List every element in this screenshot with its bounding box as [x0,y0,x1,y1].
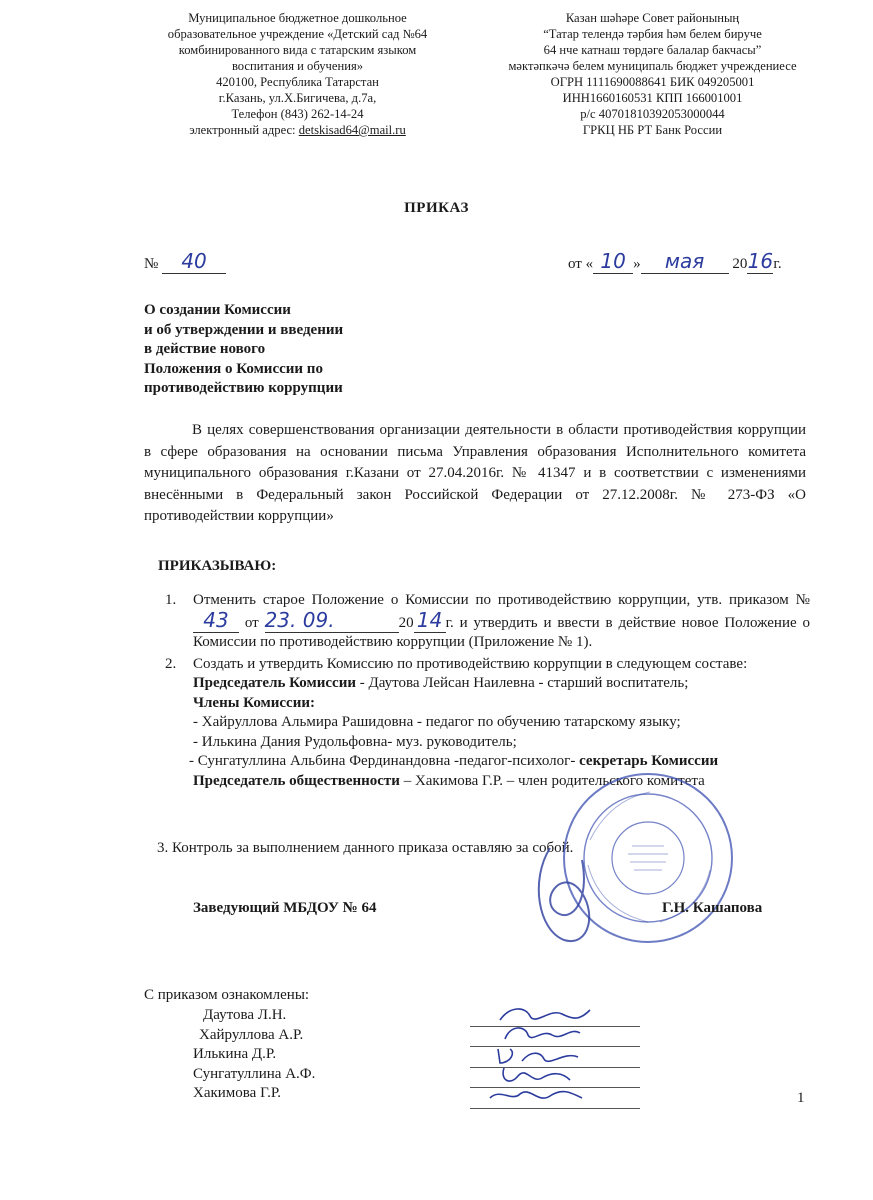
director-signature [520,840,610,950]
old-year-field [414,607,446,633]
public-chair-text: – Хакимова Г.Р. – член родительского комитета [399,772,705,789]
signature-position: Заведующий МБДОУ № 64 [193,900,377,916]
header-right-line: ОГРН 1111690088641 БИК 049205001 [550,75,755,89]
header-left-line: г.Казань, ул.Х.Бигичева, д.7а, [218,91,377,105]
day-field [593,249,633,274]
subject-line: Положения о Комиссии по [144,360,323,377]
item-1-part: 20 [398,614,414,631]
subject-line: и об утверждении и введении [144,321,344,338]
item-number: 2. [165,655,177,672]
header-right-line: “Татар телендә тәрбия һәм белем бируче [543,27,762,41]
member-line [189,752,810,772]
item-1-part: от [239,614,265,631]
year-prefix: 20 [732,256,748,272]
header-left-line: комбинированного вида с татарским языком [178,43,417,57]
header-right-line: ИНН1660160531 КПП 166001001 [562,91,743,105]
chair-label: Председатель Комиссии [193,675,356,691]
order-items [165,591,810,791]
item-1-part: г. и утвердить и ввести в действие новое Положение о Комиссии по противодействию коррупции (Приложение № 1). [193,614,810,650]
document-title: ПРИКАЗ [404,200,469,216]
acknowledged-name: Илькина Д.Р. [193,1046,277,1062]
commission-chair [193,674,810,694]
date-prefix: от « [568,256,594,272]
header-left-line: Телефон (843) 262-14-24 [231,107,364,121]
acknowledgement-signature-lines [470,1006,640,1109]
subject-line: О создании Комиссии [144,302,291,318]
email-link[interactable]: detskisad64@mail.ru [298,123,406,137]
acknowledged-name: Сунгатуллина А.Ф. [193,1065,316,1082]
chair-text: - Даутова Лейсан Наилевна - старший воспитатель; [356,675,689,691]
old-date-field [264,607,399,633]
item-1-text [193,591,810,653]
member-line: - Илькина Дания Рудольфовна- муз. руководитель; [193,733,517,750]
handwritten-month: мая [664,249,705,273]
item-2-text: Создать и утвердить Комиссию по противодействию коррупции в следующем составе: [193,655,748,672]
header-left-block [120,10,475,138]
intro-paragraph: В целях совершенствования организации деятельности в области противодействия коррупции в сфере образования на основании письма Управления образования Исполнительного комитета муниципального образования г.Казани от 27.04.2016г. № 41347 и в соответствии с изменениями внесёнными в Федеральный закон Российской Федерации от 27.12.2008г. № 273-ФЗ «О противодействии коррупции» [144,422,806,524]
acknowledgement-title: С приказом ознакомлены: [144,987,310,1003]
acknowledged-name: Даутова Л.Н. [203,1007,287,1023]
year-field [747,249,774,274]
subject-line: противодействию коррупции [144,380,343,396]
header-right-block [470,10,835,138]
member-line: - Хайруллова Альмира Рашидовна - педагог по обучению татарскому языку; [193,714,681,730]
old-number-field [193,607,239,633]
month-field [641,249,729,274]
page-number: 1 [797,1090,805,1106]
handwritten-old-year: 14 [416,607,443,632]
order-item-1 [165,591,810,653]
signature-scribble [470,1082,640,1108]
public-chair-label: Председатель общественности [193,772,400,789]
acknowledgement-list [193,1006,315,1104]
handwritten-number: 40 [181,249,207,273]
item-number: 1. [165,592,177,608]
handwritten-day: 10 [600,249,626,273]
order-number [144,249,226,274]
order-subject [144,301,404,399]
handwritten-year: 16 [747,249,774,273]
signature-line [470,1088,640,1109]
header-left-line: Муниципальное бюджетное дошкольное [188,11,407,25]
member-3-text: - Сунгатуллина Альбина Фердинандовна -педагог-психолог- [189,753,580,769]
number-field [162,249,226,274]
header-right-line: Казан шәһәре Совет районының [565,11,740,25]
acknowledged-name: Хайруллова А.Р. [199,1026,304,1043]
acknowledged-name: Хакимова Г.Р. [193,1085,282,1101]
signature-name: Г.Н. Кашапова [662,900,763,916]
header-email-line [120,122,475,138]
number-prefix: № [144,256,159,272]
item-1-part: Отменить старое Положение о Комиссии по противодействию коррупции, утв. приказом № [193,592,810,608]
header-right-line: р/с 40701810392053000044 [580,107,725,121]
order-date: от « 10 » мая 2016г. [568,249,782,273]
email-label: электронный адрес: [189,123,296,137]
header-left-line: образовательное учреждение «Детский сад №64 [167,27,428,41]
header-right-line: 64 нче катнаш төрдәге балалар бакчасы” [543,43,762,57]
members-label: Члены Комиссии: [193,694,315,711]
header-right-line: ГРКЦ НБ РТ Банк России [582,123,723,137]
handwritten-old-number: 43 [203,607,229,632]
header-left-line: 420100, Республика Татарстан [216,75,379,89]
year-suffix: г. [773,256,782,272]
secretary-role: секретарь Комиссии [579,753,719,769]
header-right-line: мәктәпкәчә белем муниципаль бюджет учреждениесе [508,59,797,73]
handwritten-old-date: 23. 09. [264,607,335,632]
header-left-line: воспитания и обучения» [231,59,364,73]
control-clause: 3. Контроль за выполнением данного приказа оставляю за собой. [157,840,574,856]
subject-line: в действие нового [144,341,266,357]
prikazyvayu-heading: ПРИКАЗЫВАЮ: [158,558,277,574]
